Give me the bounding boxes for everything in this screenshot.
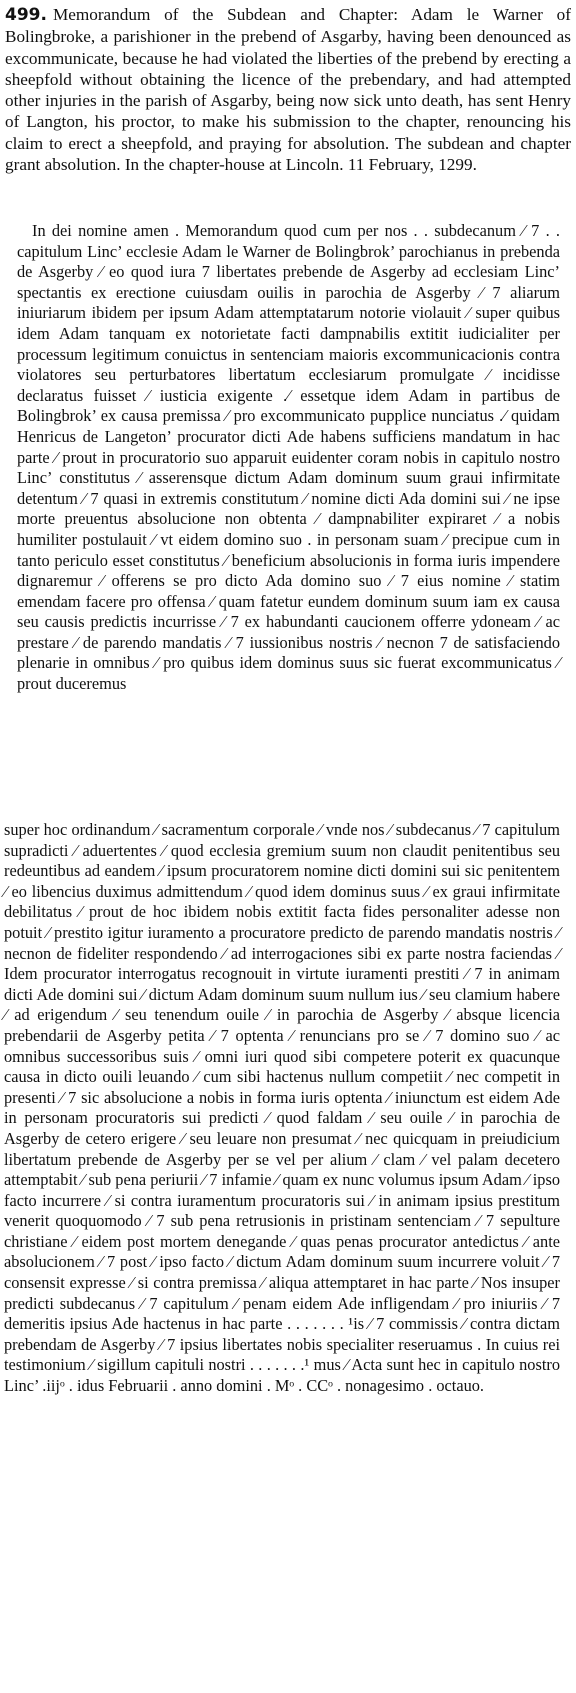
english-summary-text: Memorandum of the Subdean and Chapter: Adam le Warner of Bolingbroke, a parishioner in the prebend of Asgarby, having been denounced as excommunicate, because he had violated the liberties of the prebend by erecting a sheepfold without obtaining the licence of the prebendary, and had attempted other injuries in the parish of Asgarby, being now sick unto death, has sent Henry of Langton, his proctor, to make his submission to the chapter, renouncing his claim to erect a sheepfold, and praying for absolution. The subdean and chapter grant absolution. In the chapter-house at Lincoln. 11 February, 1299.	[5, 5, 571, 175]
document-number: 499.	[5, 5, 47, 25]
latin-paragraph-1: In dei nomine amen . Memorandum quod cum per nos . . subdecanum ⁄ 7 . . capitulum Linc’ ecclesie Adam le Warner de Bolingbrok’ parochianus in prebenda de Asgerby ⁄ eo quod iura 7 libertates prebende de Asgerby ad ecclesiam Linc’ spectantis ex erectione cuiusdam ouilis in parochia de Asgerby ⁄ 7 aliarum iniuriarum ibidem per ipsum Adam attemptatarum notorie violauit ⁄ super quibus idem Adam tanquam ex notorietate facti dampnabilis extitit iudicialiter per processum legitimum conuictus in sentenciam maioris excommunicacionis contra violatores seu perturbatores libertatum ecclesiarum promulgate ⁄ incidisse declaratus fuisset ⁄ iusticia exigente .⁄ essetque idem Adam in partibus de Bolingbrok’ ex causa premissa ⁄ pro excommunicato pupplice nunciatus .⁄ quidam Henricus de Langeton’ procurator dicti Ade habens sufficiens mandatum in hac parte ⁄ prout in procuratorio suo apparuit euidenter coram nobis in capitulo nostro Linc’ constitutus ⁄ asserensque dictum Adam dominum suum graui infirmitate detentum ⁄ 7 quasi in extremis constitutum ⁄ nomine dicti Ada domini sui ⁄ ne ipse morte preuentus absolucione non obtenta ⁄ dampnabiliter expiraret ⁄ a nobis humiliter postulauit ⁄ vt eidem domino suo . in personam suam ⁄ precipue cum in tanto periculo esset constitutus ⁄ beneficium absolucionis in forma iuris impendere dignaremur ⁄ offerens se pro dicto Ada domino suo ⁄ 7 eius nomine ⁄ statim emendam facere pro offensa ⁄ quam fatetur eundem dominum suum iam ex causa seu causis predictis incurrisse ⁄ 7 ex habundanti caucionem offerre ydoneam ⁄ ac prestare ⁄ de parendo mandatis ⁄ 7 iussionibus nostris ⁄ necnon 7 de satisfaciendo plenarie in omnibus ⁄ pro quibus idem dominus suus sic fuerat excommunicatus ⁄ prout duceremus	[17, 221, 560, 694]
latin-paragraph-2: super hoc ordinandum ⁄ sacramentum corporale ⁄ vnde nos ⁄ subdecanus ⁄ 7 capitulum supradicti ⁄ aduertentes ⁄ quod ecclesia gremium suum non claudit penitentibus seu redeuntibus ad eandem ⁄ ipsum procuratorem nomine dicti domini sui sic penitentem ⁄ eo libencius duximus admittendum ⁄ quod idem dominus suus ⁄ ex graui infirmitate debilitatus ⁄ prout de hoc ibidem nobis extitit facta fides personaliter adesse non potuit ⁄ prestito igitur iuramento a procuratore predicto de parendo mandatis nostris ⁄ necnon de fideliter respondendo ⁄ ad interrogaciones sibi ex parte nostra faciendas ⁄ Idem procurator interrogatus recognouit in virtute iuramenti prestiti ⁄ 7 in animam dicti Ade domini sui ⁄ dictum Adam dominum suum nullum ius ⁄ seu clamium habere ⁄ ad erigendum ⁄ seu tenendum ouile ⁄ in parochia de Asgerby ⁄ absque licencia prebendarii de Asgerby petita ⁄ 7 optenta ⁄ renuncians pro se ⁄ 7 domino suo ⁄ ac omnibus successoribus suis ⁄ omni iuri quod sibi competere poterit ex quacunque causa in dicto ouili leuando ⁄ cum sibi hactenus nullum competiit ⁄ nec competit in presenti ⁄ 7 sic absolucione a nobis in forma iuris optenta ⁄ iniunctum est eidem Ade in personam procuratoris sui predicti ⁄ quod faldam ⁄ seu ouile ⁄ in parochia de Asgerby de cetero erigere ⁄ seu leuare non presumat ⁄ nec quicquam in preiudicium libertatum prebende de Asgerby per se vel per alium ⁄ clam ⁄ vel palam decetero attemptabit ⁄ sub pena periurii ⁄ 7 infamie ⁄ quam ex nunc volumus ipsum Adam ⁄ ipso facto incurrere ⁄ si contra iuramentum procuratoris sui ⁄ in animam ipsius prestitum venerit quoquomodo ⁄ 7 sub pena retrusionis in pristinam sentenciam ⁄ 7 sepulture christiane ⁄ eidem post mortem denegande ⁄ quas penas procurator antedictus ⁄ ante absolucionem ⁄ 7 post ⁄ ipso facto ⁄ dictum Adam dominum suum incurrere voluit ⁄ 7 consensit expresse ⁄ si contra premissa ⁄ aliqua attemptaret in hac parte ⁄ Nos insuper predicti subdecanus ⁄ 7 capitulum ⁄ penam eidem Ade infligendam ⁄ pro iniuriis ⁄ 7 demeritis ipsius Ade hactenus in hac parte . . . . . . . ¹is ⁄ 7 commissis ⁄ contra dictam prebendam de Asgerby ⁄ 7 ipsius libertates nobis specialiter reseruamus . In cuius rei testimonium ⁄ sigillum capituli nostri . . . . . . .¹ mus ⁄ Acta sunt hec in capitulo nostro Linc’ .iijᵒ . idus Februarii . anno domini . Mᵒ . CCᵒ . nonagesimo . octauo.	[4, 820, 560, 1396]
latin-text-block-1	[17, 221, 560, 695]
english-summary-paragraph	[5, 4, 571, 175]
latin-text-block-2	[4, 820, 560, 1397]
